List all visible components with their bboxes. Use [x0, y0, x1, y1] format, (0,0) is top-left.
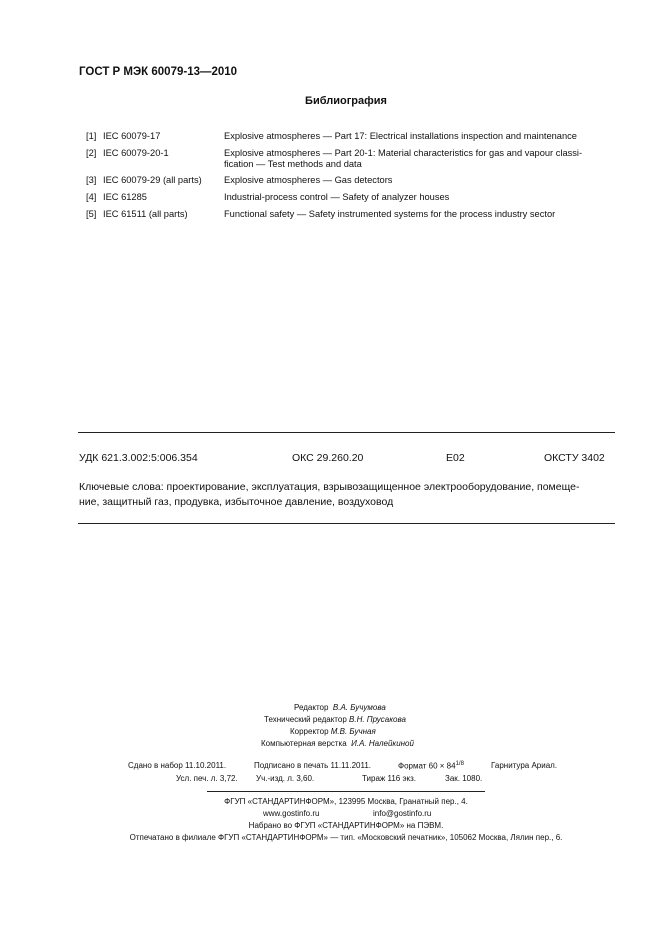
okstu-code: ОКСТУ 3402	[544, 452, 605, 464]
imprint-format-fraction: 1/8	[455, 761, 464, 767]
ref-number: [5]	[86, 209, 97, 219]
ref-description: Functional safety — Safety instrumented systems for the process industry sector	[224, 209, 556, 219]
credit-person: М.В. Бучная	[330, 727, 376, 736]
divider	[207, 791, 485, 792]
credit-label: Редактор	[294, 703, 329, 712]
imprint-format-text: Формат 60 × 84	[398, 761, 456, 771]
credit-label: Технический редактор	[264, 715, 347, 724]
imprint-submitted: Сдано в набор 11.10.2011.	[128, 761, 227, 770]
imprint-order: Зак. 1080.	[445, 774, 483, 783]
ref-number: [2]	[86, 148, 97, 158]
credit-layout	[261, 739, 414, 748]
credit-tech-editor	[264, 715, 406, 724]
standard-id: ГОСТ Р МЭК 60079-13—2010	[79, 66, 238, 78]
credit-label: Компьютерная верстка	[261, 739, 347, 748]
ref-description: Explosive atmospheres — Part 17: Electrical installations inspection and maintenance	[224, 131, 577, 141]
publisher-website: www.gostinfo.ru	[263, 809, 320, 818]
publisher-printed: Отпечатано в филиале ФГУП «СТАНДАРТИНФОРМ» — тип. «Московский печатник», 105062 Москва, Лялин пер., 6.	[129, 833, 563, 842]
credit-editor	[294, 703, 386, 712]
ref-description	[224, 148, 614, 170]
keywords	[79, 480, 615, 510]
imprint-format	[398, 761, 464, 771]
publisher-email: info@gostinfo.ru	[373, 809, 432, 818]
divider	[78, 523, 615, 524]
imprint-signed: Подписано в печать 11.11.2011.	[254, 761, 371, 770]
keywords-line: ние, защитный газ, продувка, избыточное давление, воздуховод	[79, 496, 394, 508]
oks-code: ОКС 29.260.20	[292, 452, 364, 464]
ref-description: Explosive atmospheres — Gas detectors	[224, 175, 393, 185]
ref-code: IEC 60079-29 (all parts)	[103, 175, 202, 185]
ref-code: IEC 61285	[103, 192, 147, 202]
ref-code: IEC 60079-20-1	[103, 148, 169, 158]
imprint-publisher-sheets: Уч.-изд. л. 3,60.	[256, 774, 315, 783]
publisher-typeset: Набрано во ФГУП «СТАНДАРТИНФОРМ» на ПЭВМ.	[248, 821, 444, 830]
credit-person: В.А. Бучумова	[332, 703, 386, 712]
udk-code: УДК 621.3.002:5:006.354	[79, 452, 198, 464]
category-code: Е02	[446, 452, 465, 464]
credit-label: Корректор	[290, 727, 329, 736]
ref-number: [3]	[86, 175, 97, 185]
ref-number: [1]	[86, 131, 97, 141]
credit-person: В.Н. Прусакова	[349, 715, 406, 724]
credit-corrector	[290, 727, 376, 736]
keywords-line: Ключевые слова: проектирование, эксплуатация, взрывозащищенное электрооборудование, помеще-	[79, 481, 580, 493]
divider	[78, 432, 615, 433]
ref-description: Industrial-process control — Safety of analyzer houses	[224, 192, 450, 202]
imprint-typeface: Гарнитура Ариал.	[491, 761, 558, 770]
bibliography-title: Библиография	[305, 95, 387, 107]
publisher-address: ФГУП «СТАНДАРТИНФОРМ», 123995 Москва, Гранатный пер., 4.	[224, 797, 468, 806]
imprint-print-sheets: Усл. печ. л. 3,72.	[176, 774, 238, 783]
imprint-print-run: Тираж 116 экз.	[362, 774, 417, 783]
ref-description-line: Explosive atmospheres — Part 20-1: Material characteristics for gas and vapour classi-	[224, 148, 583, 158]
ref-number: [4]	[86, 192, 97, 202]
ref-code: IEC 61511 (all parts)	[103, 209, 188, 219]
ref-description-line: fication — Test methods and data	[224, 159, 362, 169]
credit-person: И.А. Налейкиной	[351, 739, 414, 748]
ref-code: IEC 60079-17	[103, 131, 161, 141]
